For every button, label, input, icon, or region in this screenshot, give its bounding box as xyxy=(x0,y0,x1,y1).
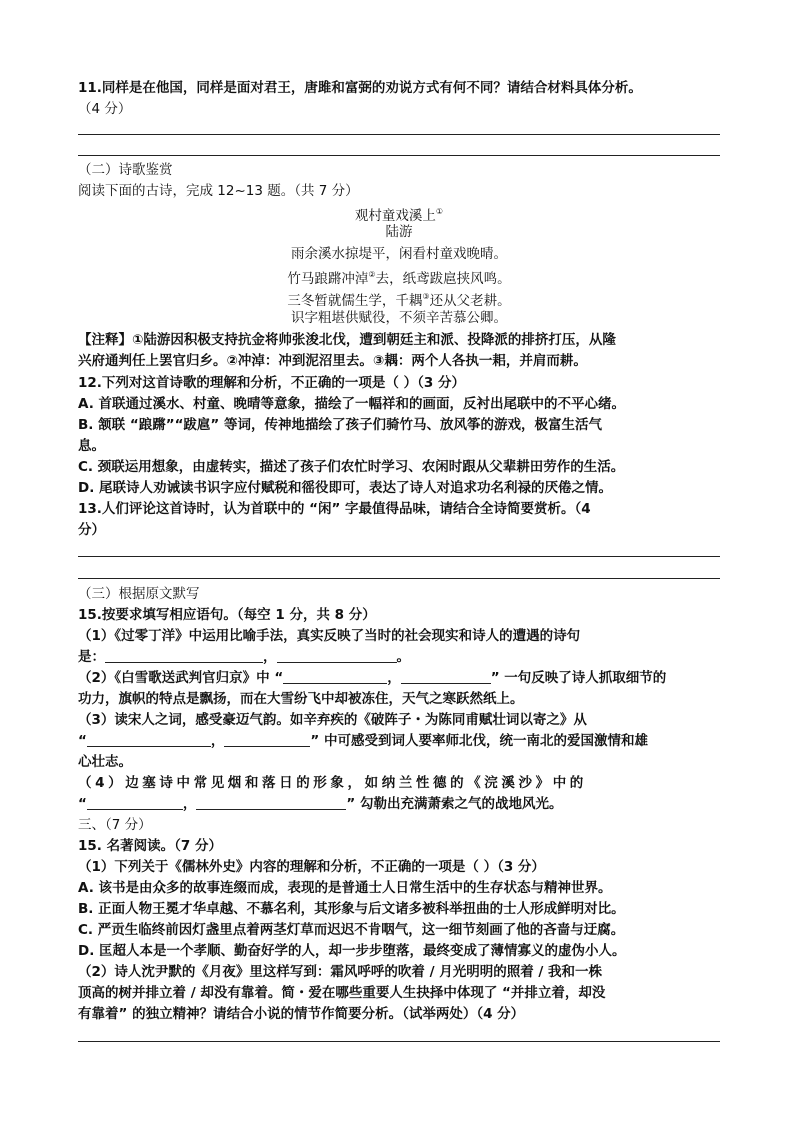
question-12-option-b-cont: 息。 xyxy=(78,438,105,454)
dictation-item-1-blanks: 是： ， 。 xyxy=(78,649,410,665)
question-15-1-option-c[interactable]: C. 严贡生临终前因灯盏里点着两茎灯草而迟迟不肯咽气，这一细节刻画了他的吝啬与迂腐。 xyxy=(78,922,625,938)
poem-line: 雨余溪水掠堤平，闲看村童戏晚晴。 xyxy=(291,246,507,262)
question-11-line-1: 11.同样是在他国，同样是面对君王，唐雎和富弼的劝说方式有何不同？请结合材料具体分析。 xyxy=(78,80,642,96)
poem-author: 陆游 xyxy=(385,224,413,240)
question-13-line-2: 分） xyxy=(78,522,105,538)
answer-line[interactable] xyxy=(78,578,720,579)
poem-annotation-line-2: 兴府通判任上罢官归乡。②冲淖：冲到泥沼里去。③耦：两个人各执一耜，并肩而耕。 xyxy=(78,353,587,369)
fill-blank[interactable] xyxy=(224,732,310,747)
fill-blank[interactable] xyxy=(283,669,387,684)
question-15-stem: 15. 名著阅读。（7 分） xyxy=(78,838,222,854)
question-15-2-line-1: （2）诗人沈尹默的《月夜》里这样写到：霜风呼呼的吹着 / 月光明明的照着 / 我和一株 xyxy=(78,964,603,980)
fill-blank[interactable] xyxy=(105,648,263,663)
poetry-intro: 阅读下面的古诗，完成 12~13 题。（共 7 分） xyxy=(78,183,359,199)
question-15-1-stem: （1）下列关于《儒林外史》内容的理解和分析，不正确的一项是（ ）（3 分） xyxy=(78,859,545,875)
poem-line: 识字粗堪供赋役，不须辛苦慕公卿。 xyxy=(291,310,507,326)
dictation-item-2: （2）《白雪歌送武判官归京》中 “ ， ” 一句反映了诗人抓取细节的 xyxy=(78,670,667,686)
question-12-option-a[interactable]: A. 首联通过溪水、村童、晚晴等意象，描绘了一幅祥和的画面，反衬出尾联中的不平心绪。 xyxy=(78,396,626,412)
question-12-option-c[interactable]: C. 颈联运用想象，由虚转实，描述了孩子们农忙时学习、农闲时跟从父辈耕田劳作的生活。 xyxy=(78,459,625,475)
part-3-heading: 三、（7 分） xyxy=(78,817,152,833)
fill-blank[interactable] xyxy=(87,732,211,747)
question-12-option-d[interactable]: D. 尾联诗人劝诫读书识字应付赋税和徭役即可，表达了诗人对追求功名利禄的厌倦之情。 xyxy=(78,480,613,496)
question-12-stem: 12.下列对这首诗歌的理解和分析，不正确的一项是（ ）（3 分） xyxy=(78,375,465,391)
question-15-1-option-a[interactable]: A. 该书是由众多的故事连缀而成，表现的是普通士人日常生活中的生存状态与精神世界。 xyxy=(78,880,612,896)
answer-line[interactable] xyxy=(78,1041,720,1042)
question-11-line-2: （4 分） xyxy=(78,101,132,117)
dictation-item-1: （1）《过零丁洋》中运用比喻手法，真实反映了当时的社会现实和诗人的遭遇的诗句 xyxy=(78,628,581,644)
poem-title: 观村童戏溪上① xyxy=(354,207,444,224)
answer-line[interactable] xyxy=(78,556,720,557)
dictation-item-3: （3）读宋人之词，感受豪迈气韵。如辛弃疾的《破阵子・为陈同甫赋壮词以寄之》从 xyxy=(78,712,587,728)
poem-line: 竹马踉蹡冲淖②去，纸鸢跋扈挟风鸣。 xyxy=(287,270,511,287)
fill-blank[interactable] xyxy=(196,795,346,810)
dictation-item-3-blanks: “ ， ” 中可感受到词人要率师北伐，统一南北的爱国激情和雄 xyxy=(78,733,648,749)
section-heading-poetry: （二）诗歌鉴赏 xyxy=(78,162,173,178)
dictation-item-4: （4）边塞诗中常见烟和落日的形象，如纳兰性德的《浣溪沙》中的 xyxy=(78,775,587,791)
dictation-item-3-cont: 心壮志。 xyxy=(78,754,132,770)
dictation-stem: 15.按要求填写相应语句。（每空 1 分，共 8 分） xyxy=(78,607,376,623)
fill-blank[interactable] xyxy=(87,795,183,810)
question-15-2-line-2: 顶高的树并排立着 / 却没有靠着。简・爱在哪些重要人生抉择中体现了 “并排立着，却没 xyxy=(78,985,606,1001)
dictation-item-2-cont: 功力，旗帜的特点是飘扬，而在大雪纷飞中却被冻住，天气之寒跃然纸上。 xyxy=(78,691,524,707)
poem-annotation-line-1: 【注释】①陆游因积极支持抗金将帅张浚北伐，遭到朝廷主和派、投降派的排挤打压，从隆 xyxy=(78,332,616,348)
question-15-2-line-3: 有靠着” 的独立精神？请结合小说的情节作简要分析。（试举两处）（4 分） xyxy=(78,1006,525,1022)
question-13-line-1: 13.人们评论这首诗时，认为首联中的 “闲” 字最值得品味，请结合全诗简要赏析。（4 xyxy=(78,501,591,517)
answer-line[interactable] xyxy=(78,134,720,135)
fill-blank[interactable] xyxy=(401,669,491,684)
question-12-option-b[interactable]: B. 颔联 “踉蹡”“跋扈” 等词，传神地描绘了孩子们骑竹马、放风筝的游戏，极富生活气 xyxy=(78,417,603,433)
dictation-item-4-blanks: “ ， ” 勾勒出充满萧索之气的战地风光。 xyxy=(78,796,563,812)
poem-line: 三冬暂就儒生学，千耦③还从父老耕。 xyxy=(287,292,511,309)
question-15-1-option-b[interactable]: B. 正面人物王冕才华卓越、不慕名利，其形象与后文诸多被科举扭曲的士人形成鲜明对比。 xyxy=(78,901,625,917)
question-15-1-option-d[interactable]: D. 匡超人本是一个孝顺、勤奋好学的人，却一步步堕落，最终变成了薄情寡义的虚伪小人。 xyxy=(78,943,626,959)
fill-blank[interactable] xyxy=(277,648,397,663)
answer-line[interactable] xyxy=(78,155,720,156)
section-heading-dictation: （三）根据原文默写 xyxy=(78,586,200,602)
